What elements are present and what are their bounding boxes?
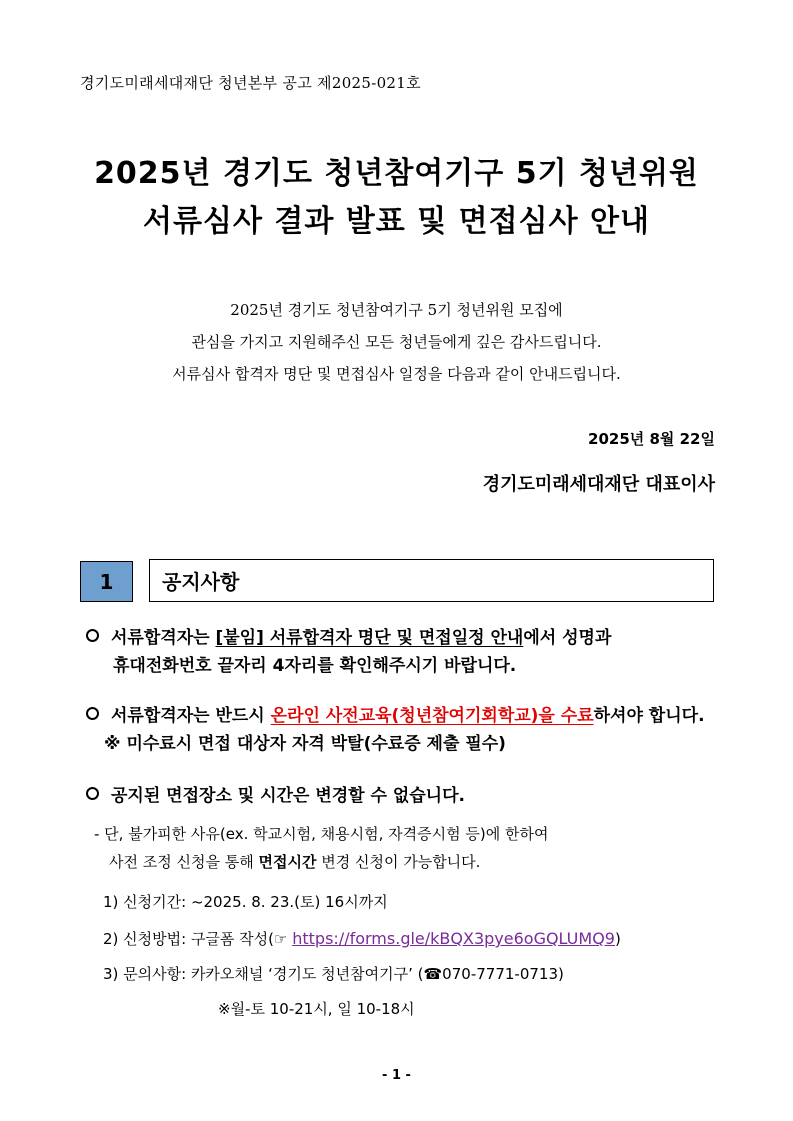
title-line-2: 서류심사 결과 발표 및 면접심사 안내 xyxy=(143,204,650,239)
exception-line-2 xyxy=(94,848,548,876)
circle-bullet-icon xyxy=(86,707,99,720)
bullet-1-line-2: 휴대전화번호 끝자리 4자리를 확인해주시기 바랍니다. xyxy=(113,656,517,676)
intro-paragraph xyxy=(0,294,793,390)
bullet-document-result xyxy=(86,624,611,680)
notice-number: 경기도미래세대재단 청년본부 공고 제2025-021호 xyxy=(80,74,421,92)
bullet-1-suffix: 에서 성명과 xyxy=(523,628,612,648)
bullet-2-prefix: 서류합격자는 반드시 xyxy=(111,706,271,726)
bullet-1-prefix: 서류합격자는 xyxy=(111,628,216,648)
section-number-badge: 1 xyxy=(80,561,133,602)
application-method xyxy=(103,928,621,949)
bullet-2-suffix: 하셔야 합니다. xyxy=(593,706,705,726)
title-line-1: 2025년 경기도 청년참여기구 5기 청년위원 xyxy=(94,156,699,191)
bullet-3-text: 공지된 면접장소 및 시간은 변경할 수 없습니다. xyxy=(111,786,465,806)
inquiry-hours: ※월-토 10-21시, 일 10-18시 xyxy=(218,1000,415,1018)
section-title: 공지사항 xyxy=(149,559,714,602)
disqualification-note: ※ 미수료시 면접 대상자 자격 박탈(수료증 제출 필수) xyxy=(104,734,506,754)
google-form-link[interactable]: https://forms.gle/kBQX3pye6oGQLUMQ9 xyxy=(292,929,615,948)
announcement-date: 2025년 8월 22일 xyxy=(588,430,715,448)
intro-line-1: 2025년 경기도 청년참여기구 5기 청년위원 모집에 xyxy=(230,301,563,319)
interview-time-emphasis: 면접시간 xyxy=(258,853,317,871)
exception-line-2-suffix: 변경 신청이 가능합니다. xyxy=(316,853,481,871)
bullet-no-change xyxy=(86,782,465,810)
application-method-suffix: ) xyxy=(614,930,621,948)
intro-line-2: 관심을 가지고 지원해주신 모든 청년들에게 깊은 감사드립니다. xyxy=(191,333,602,351)
exception-note xyxy=(94,820,548,876)
bullet-pre-education xyxy=(86,702,705,758)
circle-bullet-icon xyxy=(86,629,99,642)
application-period: 1) 신청기간: ~2025. 8. 23.(토) 16시까지 xyxy=(103,893,388,911)
exception-line-2-prefix: 사전 조정 신청을 통해 xyxy=(109,853,259,871)
application-method-prefix: 2) 신청방법: 구글폼 작성(☞ xyxy=(103,930,293,948)
pre-education-requirement: 온라인 사전교육(청년참여기회학교)을 수료 xyxy=(270,706,594,726)
inquiry-contact: 3) 문의사항: 카카오채널 ‘경기도 청년참여기구’ (☎070-7771-0713) xyxy=(103,965,564,983)
circle-bullet-icon xyxy=(86,787,99,800)
page-number: - 1 - xyxy=(382,1068,411,1083)
intro-line-3: 서류심사 합격자 명단 및 면접심사 일정을 다음과 같이 안내드립니다. xyxy=(172,365,621,383)
attachment-reference: [붙임] 서류합격자 명단 및 면접일정 안내 xyxy=(215,628,524,648)
organization-signature: 경기도미래세대재단 대표이사 xyxy=(482,474,715,495)
exception-line-1: - 단, 불가피한 사유(ex. 학교시험, 채용시험, 자격증시험 등)에 한하여 xyxy=(94,825,549,843)
